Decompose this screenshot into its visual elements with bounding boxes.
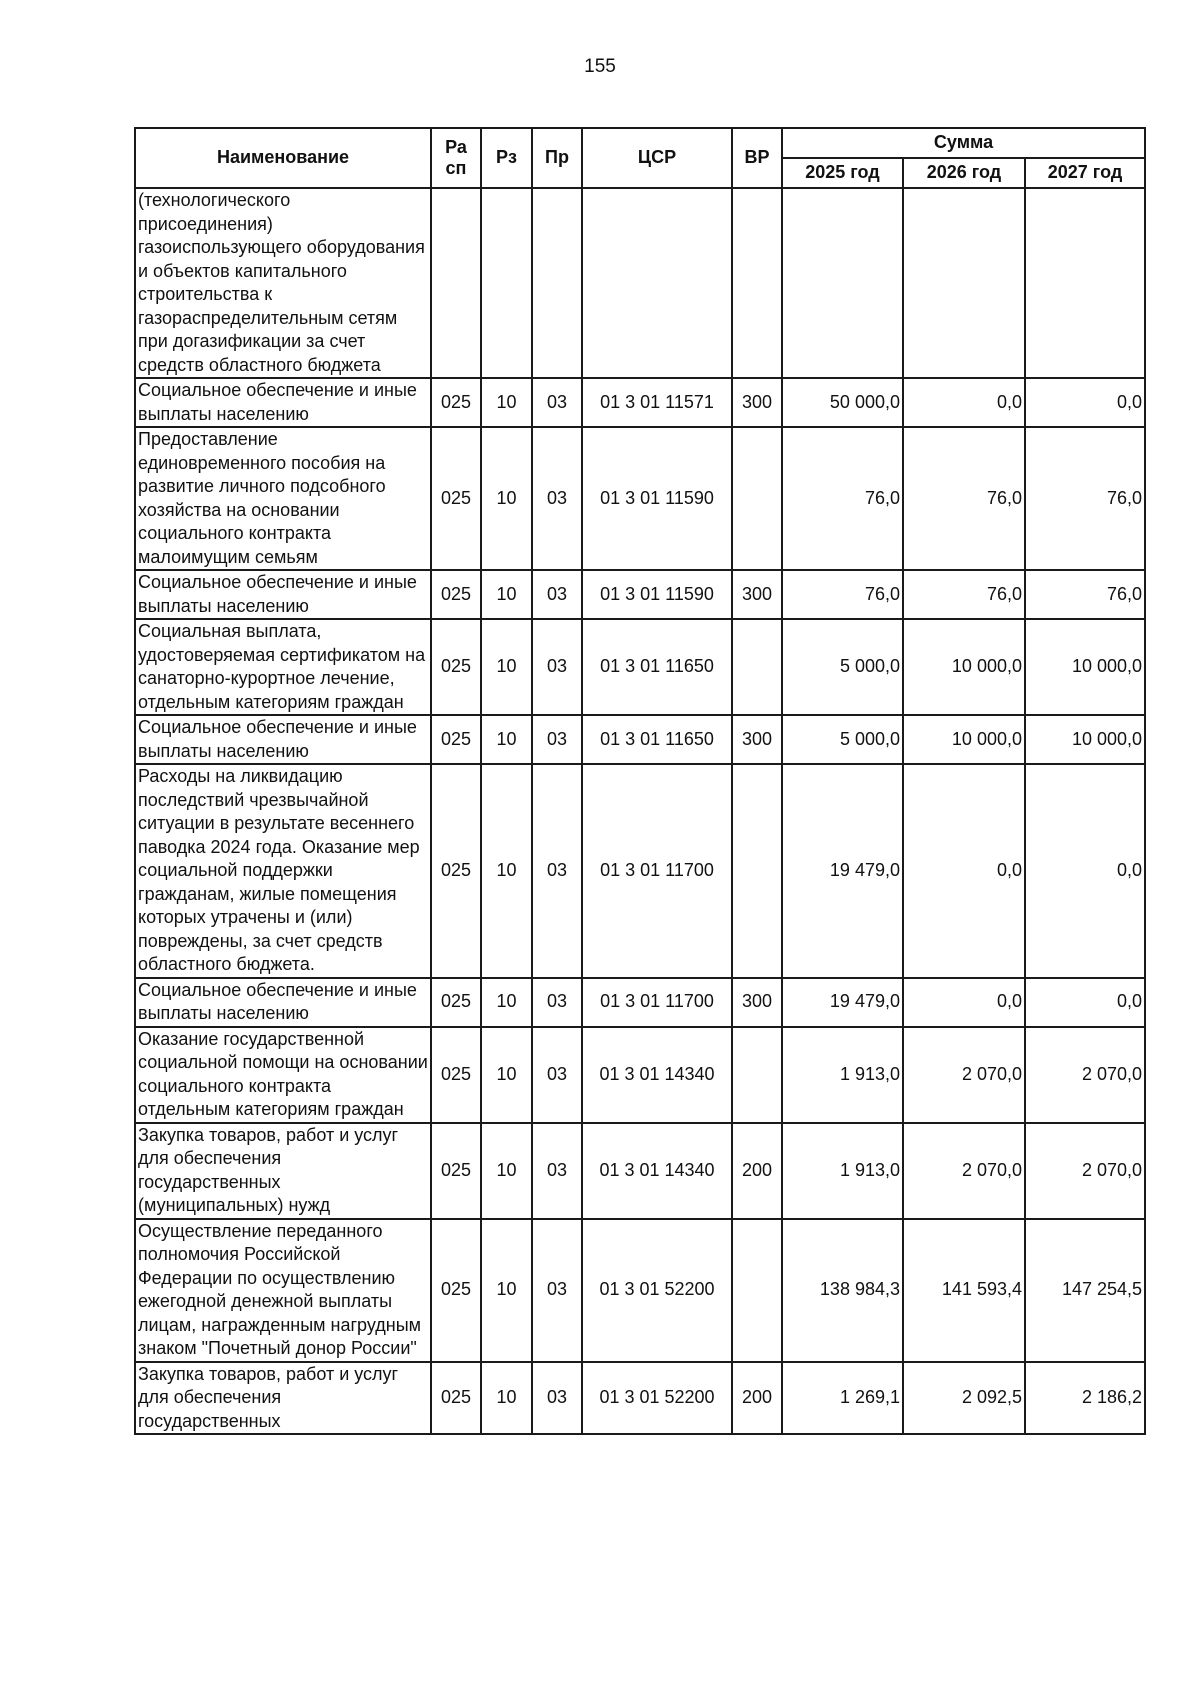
cell-vr	[732, 1219, 782, 1362]
table-body	[135, 188, 1145, 1434]
cell-csr: 01 3 01 11650	[582, 715, 732, 764]
cell-vr	[732, 619, 782, 715]
table-row	[135, 1123, 1145, 1219]
cell-2025: 19 479,0	[782, 978, 903, 1027]
cell-rasp: 025	[431, 1123, 481, 1219]
cell-pr: 03	[532, 978, 582, 1027]
cell-pr: 03	[532, 570, 582, 619]
cell-rasp: 025	[431, 570, 481, 619]
cell-pr: 03	[532, 1123, 582, 1219]
header-rz: Рз	[481, 128, 532, 188]
cell-2026: 10 000,0	[903, 715, 1025, 764]
cell-pr: 03	[532, 1362, 582, 1435]
cell-name: Закупка товаров, работ и услуг для обеспечения государственных (муниципальных) нужд	[135, 1123, 431, 1219]
header-rasp-line1: Ра	[445, 137, 467, 157]
header-rasp-line2: сп	[445, 158, 467, 178]
cell-rz: 10	[481, 378, 532, 427]
cell-rz	[481, 188, 532, 378]
table-row	[135, 188, 1145, 378]
cell-2025: 1 913,0	[782, 1027, 903, 1123]
cell-vr: 200	[732, 1362, 782, 1435]
cell-rasp: 025	[431, 978, 481, 1027]
cell-pr	[532, 188, 582, 378]
cell-rasp: 025	[431, 619, 481, 715]
cell-name: Социальное обеспечение и иные выплаты населению	[135, 715, 431, 764]
cell-rz: 10	[481, 619, 532, 715]
cell-2027: 76,0	[1025, 427, 1145, 570]
cell-2026	[903, 188, 1025, 378]
cell-vr	[732, 764, 782, 978]
cell-2025: 5 000,0	[782, 715, 903, 764]
cell-2026: 10 000,0	[903, 619, 1025, 715]
table-row	[135, 1027, 1145, 1123]
table-row	[135, 1362, 1145, 1435]
cell-2026: 0,0	[903, 378, 1025, 427]
cell-2027: 0,0	[1025, 764, 1145, 978]
cell-vr: 300	[732, 570, 782, 619]
cell-2026: 2 092,5	[903, 1362, 1025, 1435]
table-row	[135, 570, 1145, 619]
table-row	[135, 378, 1145, 427]
cell-2027: 10 000,0	[1025, 619, 1145, 715]
cell-pr: 03	[532, 1219, 582, 1362]
header-year-2026: 2026 год	[903, 158, 1025, 188]
cell-pr: 03	[532, 378, 582, 427]
cell-vr: 300	[732, 378, 782, 427]
cell-csr: 01 3 01 52200	[582, 1362, 732, 1435]
cell-2026: 2 070,0	[903, 1123, 1025, 1219]
cell-2026: 0,0	[903, 978, 1025, 1027]
header-csr: ЦСР	[582, 128, 732, 188]
cell-rasp: 025	[431, 427, 481, 570]
cell-2027: 2 070,0	[1025, 1123, 1145, 1219]
cell-vr	[732, 1027, 782, 1123]
cell-name: (технологического присоединения) газоиспользующего оборудования и объектов капитального строительства к газораспределительным сетям при догазификации за счет средств областного бюджета	[135, 188, 431, 378]
cell-name: Социальное обеспечение и иные выплаты населению	[135, 378, 431, 427]
cell-pr: 03	[532, 427, 582, 570]
cell-2025: 19 479,0	[782, 764, 903, 978]
cell-csr: 01 3 01 11650	[582, 619, 732, 715]
header-rasp	[431, 128, 481, 188]
header-pr: Пр	[532, 128, 582, 188]
cell-rasp: 025	[431, 764, 481, 978]
cell-2027: 2 070,0	[1025, 1027, 1145, 1123]
table-row	[135, 1219, 1145, 1362]
cell-csr: 01 3 01 14340	[582, 1027, 732, 1123]
cell-rasp: 025	[431, 378, 481, 427]
cell-2027: 147 254,5	[1025, 1219, 1145, 1362]
cell-rasp: 025	[431, 1219, 481, 1362]
cell-2026: 0,0	[903, 764, 1025, 978]
cell-name: Осуществление переданного полномочия Российской Федерации по осуществлению ежегодной денежной выплаты лицам, награжденным нагрудным знаком "Почетный донор России"	[135, 1219, 431, 1362]
cell-2027: 76,0	[1025, 570, 1145, 619]
cell-2025	[782, 188, 903, 378]
cell-csr: 01 3 01 14340	[582, 1123, 732, 1219]
cell-csr: 01 3 01 52200	[582, 1219, 732, 1362]
table-row	[135, 764, 1145, 978]
cell-rz: 10	[481, 978, 532, 1027]
cell-pr: 03	[532, 619, 582, 715]
page-number: 155	[584, 56, 616, 77]
cell-rz: 10	[481, 1123, 532, 1219]
cell-pr: 03	[532, 764, 582, 978]
cell-2025: 138 984,3	[782, 1219, 903, 1362]
cell-csr	[582, 188, 732, 378]
cell-pr: 03	[532, 1027, 582, 1123]
cell-csr: 01 3 01 11590	[582, 570, 732, 619]
cell-2026: 2 070,0	[903, 1027, 1025, 1123]
header-year-2025: 2025 год	[782, 158, 903, 188]
cell-2025: 76,0	[782, 427, 903, 570]
cell-2025: 1 913,0	[782, 1123, 903, 1219]
cell-vr: 200	[732, 1123, 782, 1219]
cell-rasp: 025	[431, 1362, 481, 1435]
cell-rasp	[431, 188, 481, 378]
cell-name: Социальное обеспечение и иные выплаты населению	[135, 978, 431, 1027]
cell-2027	[1025, 188, 1145, 378]
cell-vr: 300	[732, 715, 782, 764]
cell-2027: 10 000,0	[1025, 715, 1145, 764]
cell-name: Оказание государственной социальной помощи на основании социального контракта отдельным категориям граждан	[135, 1027, 431, 1123]
cell-csr: 01 3 01 11700	[582, 764, 732, 978]
cell-2026: 76,0	[903, 570, 1025, 619]
cell-rz: 10	[481, 1027, 532, 1123]
cell-vr	[732, 188, 782, 378]
header-name: Наименование	[135, 128, 431, 188]
header-year-2027: 2027 год	[1025, 158, 1145, 188]
cell-2025: 5 000,0	[782, 619, 903, 715]
cell-rz: 10	[481, 764, 532, 978]
cell-vr: 300	[732, 978, 782, 1027]
table-header	[135, 128, 1145, 188]
cell-rasp: 025	[431, 1027, 481, 1123]
cell-name: Социальное обеспечение и иные выплаты населению	[135, 570, 431, 619]
cell-pr: 03	[532, 715, 582, 764]
cell-csr: 01 3 01 11571	[582, 378, 732, 427]
table-row	[135, 715, 1145, 764]
cell-rasp: 025	[431, 715, 481, 764]
header-sum: Сумма	[782, 128, 1145, 158]
cell-rz: 10	[481, 427, 532, 570]
header-vr: ВР	[732, 128, 782, 188]
cell-2026: 76,0	[903, 427, 1025, 570]
table-row	[135, 978, 1145, 1027]
cell-2025: 76,0	[782, 570, 903, 619]
budget-table	[134, 127, 1146, 1435]
table-row	[135, 427, 1145, 570]
cell-rz: 10	[481, 1219, 532, 1362]
cell-rz: 10	[481, 570, 532, 619]
cell-rz: 10	[481, 1362, 532, 1435]
cell-2027: 0,0	[1025, 978, 1145, 1027]
cell-2027: 0,0	[1025, 378, 1145, 427]
cell-name: Закупка товаров, работ и услуг для обеспечения государственных	[135, 1362, 431, 1435]
table-row	[135, 619, 1145, 715]
cell-2025: 50 000,0	[782, 378, 903, 427]
cell-2026: 141 593,4	[903, 1219, 1025, 1362]
cell-name: Расходы на ликвидацию последствий чрезвычайной ситуации в результате весеннего паводка 2024 года. Оказание мер социальной поддержки гражданам, жилые помещения которых утрачены и (или) повреждены, за счет средств областного бюджета.	[135, 764, 431, 978]
cell-name: Социальная выплата, удостоверяемая сертификатом на санаторно-курортное лечение, отдельным категориям граждан	[135, 619, 431, 715]
cell-csr: 01 3 01 11590	[582, 427, 732, 570]
cell-2027: 2 186,2	[1025, 1362, 1145, 1435]
cell-name: Предоставление единовременного пособия на развитие личного подсобного хозяйства на основании социального контракта малоимущим семьям	[135, 427, 431, 570]
cell-vr	[732, 427, 782, 570]
cell-csr: 01 3 01 11700	[582, 978, 732, 1027]
cell-2025: 1 269,1	[782, 1362, 903, 1435]
cell-rz: 10	[481, 715, 532, 764]
